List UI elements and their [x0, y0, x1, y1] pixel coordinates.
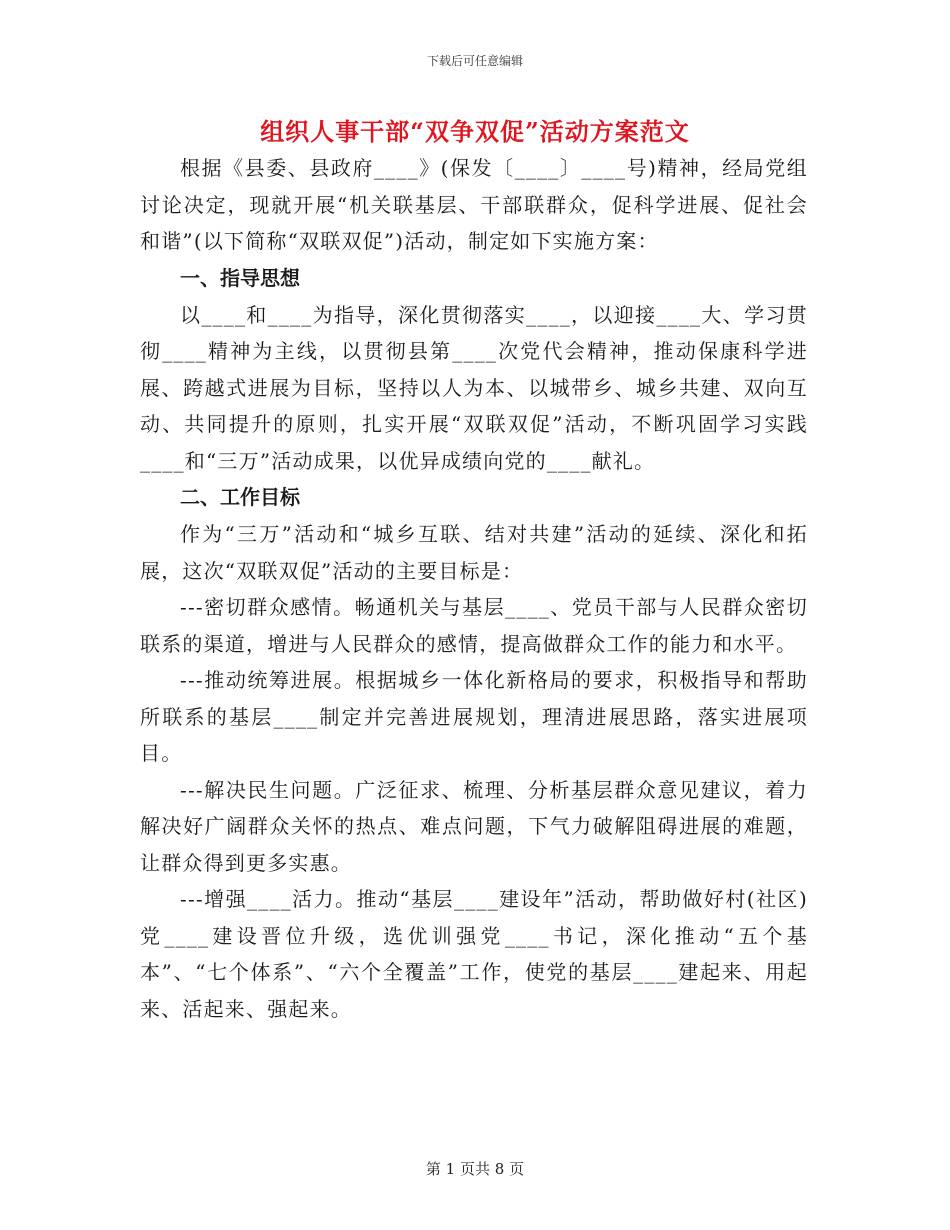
page-number-footer: 第 1 页共 8 页: [425, 1160, 525, 1178]
page-header-note: 下载后可任意编辑: [426, 54, 523, 68]
section-heading-guiding-ideology: 一、指导思想: [180, 265, 300, 290]
intro-paragraph: 根据《县委、县政府____》(保发〔____〕____号)精神，经局党组讨论决定，现就开展“机关联基层、干部联群众，促科学进展、促社会和谐”(以下简称“双联双促”)活动，制定如下实施方案：: [140, 156, 808, 253]
work-goals-intro-paragraph: 作为“三万”活动和“城乡互联、结对共建”活动的延续、深化和拓展，这次“双联双促”活动的主要目标是：: [140, 522, 808, 583]
goal-item: ---解决民生问题。广泛征求、梳理、分析基层群众意见建议，着力解决好广阔群众关怀的热点、难点问题，下气力破解阻碍进展的难题，让群众得到更多实惠。: [140, 777, 808, 875]
goal-item: ---增强____活力。推动“基层____建设年”活动，帮助做好村(社区)党____建设晋位升级，选优训强党____书记，深化推动“五个基本”、“七个体系”、“六个全覆盖”工作，使党的基层____建起来、用起来、活起来、强起来。: [140, 887, 808, 1021]
section-heading-work-goals: 二、工作目标: [180, 485, 300, 509]
document-body: [140, 150, 808, 1027]
goal-item: ---密切群众感情。畅通机关与基层____、党员干部与人民群众密切联系的渠道，增进与人民群众的感情，提高做群众工作的能力和水平。: [140, 595, 808, 656]
document-title: 组织人事干部“双争双促”活动方案范文: [260, 117, 690, 146]
goal-item: ---推动统筹进展。根据城乡一体化新格局的要求，积极指导和帮助所联系的基层____制定并完善进展规划，理清进展思路，落实进展项目。: [140, 668, 808, 765]
guiding-ideology-paragraph: 以____和____为指导，深化贯彻落实____，以迎接____大、学习贯彻____精神为主线，以贯彻县第____次党代会精神，推动保康科学进展、跨越式进展为目标，坚持以人为本、以城带乡、城乡共建、双向互动、共同提升的原则，扎实开展“双联双促”活动，不断巩固学习实践____和“三万”活动成果，以优异成绩向党的____献礼。: [140, 302, 808, 473]
